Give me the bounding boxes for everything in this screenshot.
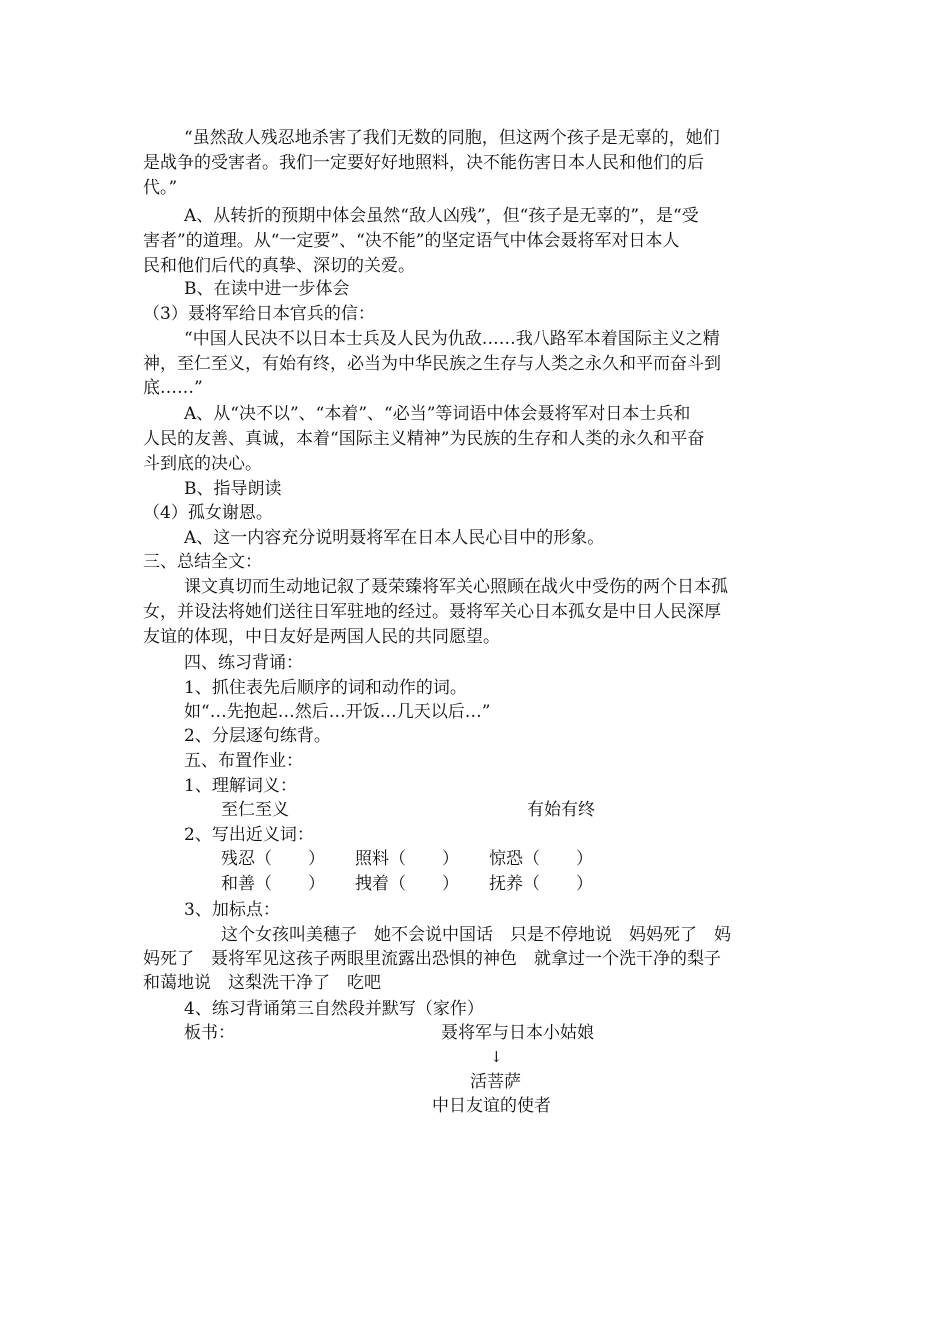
practice-item-1: 1、抓住表先后顺序的词和动作的词。 bbox=[184, 678, 467, 698]
synonym-item: 照料（ ） bbox=[355, 849, 459, 869]
analysis-a3: A、这一内容充分说明聂将军在日本人民心目中的形象。 bbox=[184, 528, 605, 548]
vocab-word-1: 至仁至义 bbox=[221, 800, 289, 820]
summary-line1: 课文真切而生动地记叙了聂荣臻将军关心照顾在战火中受伤的两个日本孤 bbox=[184, 577, 728, 597]
homework-item-3: 3、加标点： bbox=[184, 900, 280, 920]
homework-item-2: 2、写出近义词： bbox=[184, 825, 314, 845]
analysis-a1-line3: 民和他们后代的真挚、深切的关爱。 bbox=[143, 256, 415, 276]
section3-heading: （3）聂将军给日本官兵的信： bbox=[143, 304, 375, 324]
quote2-line1: “中国人民决不以日本士兵及人民为仇敌……我八路军本着国际主义之精 bbox=[184, 329, 720, 349]
board-label: 板书： bbox=[184, 1023, 235, 1043]
section4-heading: （4）孤女谢恩。 bbox=[143, 503, 273, 523]
analysis-a2-line1: A、从“决不以”、“本着”、“必当”等词语中体会聂将军对日本士兵和 bbox=[184, 404, 691, 424]
board-title: 聂将军与日本小姑娘 bbox=[441, 1023, 594, 1043]
quote2-line3: 底……” bbox=[143, 378, 203, 398]
analysis-a2-line2: 人民的友善、真诚，本着“国际主义精神”为民族的生存和人类的永久和平奋 bbox=[143, 429, 705, 449]
quote1-line3: 代。” bbox=[143, 178, 178, 198]
synonym-item: 惊恐（ ） bbox=[489, 849, 593, 869]
analysis-a2-line3: 斗到底的决心。 bbox=[143, 454, 262, 474]
board-line-2: 活菩萨 bbox=[470, 1072, 521, 1092]
practice-item-2: 2、分层逐句练背。 bbox=[184, 726, 331, 746]
synonym-item: 拽着（ ） bbox=[355, 874, 459, 894]
quote1-line1: “虽然敌人残忍地杀害了我们无数的同胞，但这两个孩子是无辜的，她们 bbox=[184, 128, 720, 148]
homework-heading: 五、布置作业： bbox=[184, 751, 303, 771]
punctuation-line1: 这个女孩叫美穗子 她不会说中国话 只是不停地说 妈妈死了 妈 bbox=[221, 925, 731, 945]
synonym-item: 抚养（ ） bbox=[489, 874, 593, 894]
summary-heading: 三、总结全文： bbox=[143, 552, 262, 572]
homework-item-4: 4、练习背诵第三自然段并默写（家作） bbox=[184, 999, 484, 1019]
homework-item-1: 1、理解词义： bbox=[184, 776, 297, 796]
synonym-item: 和善（ ） bbox=[221, 874, 325, 894]
analysis-b2: B、指导朗读 bbox=[184, 479, 282, 499]
practice-example: 如“…先抱起…然后…开饭…几天以后…” bbox=[184, 702, 491, 722]
analysis-a1-line2: 害者”的道理。从“一定要”、“决不能”的坚定语气中体会聂将军对日本人 bbox=[143, 231, 680, 251]
punctuation-line3: 和蔼地说 这梨洗干净了 吃吧 bbox=[143, 973, 381, 993]
down-arrow-icon: ↓ bbox=[490, 1048, 503, 1066]
summary-line3: 友谊的体现，中日友好是两国人民的共同愿望。 bbox=[143, 627, 500, 647]
punctuation-line2: 妈死了 聂将军见这孩子两眼里流露出恐惧的神色 就拿过一个洗干净的梨子 bbox=[143, 949, 721, 969]
analysis-a1-line1: A、从转折的预期中体会虽然“敌人凶残”，但“孩子是无辜的”，是“受 bbox=[184, 206, 699, 226]
summary-line2: 女，并设法将她们送往日军驻地的经过。聂将军关心日本孤女是中日人民深厚 bbox=[143, 602, 721, 622]
synonym-item: 残忍（ ） bbox=[221, 849, 325, 869]
vocab-word-2: 有始有终 bbox=[527, 800, 595, 820]
practice-heading: 四、练习背诵： bbox=[184, 653, 303, 673]
quote2-line2: 神，至仁至义，有始有终，必当为中华民族之生存与人类之永久和平而奋斗到 bbox=[143, 354, 721, 374]
board-line-3: 中日友谊的使者 bbox=[432, 1096, 551, 1116]
quote1-line2: 是战争的受害者。我们一定要好好地照料，决不能伤害日本人民和他们的后 bbox=[143, 153, 704, 173]
analysis-b1: B、在读中进一步体会 bbox=[184, 279, 350, 299]
